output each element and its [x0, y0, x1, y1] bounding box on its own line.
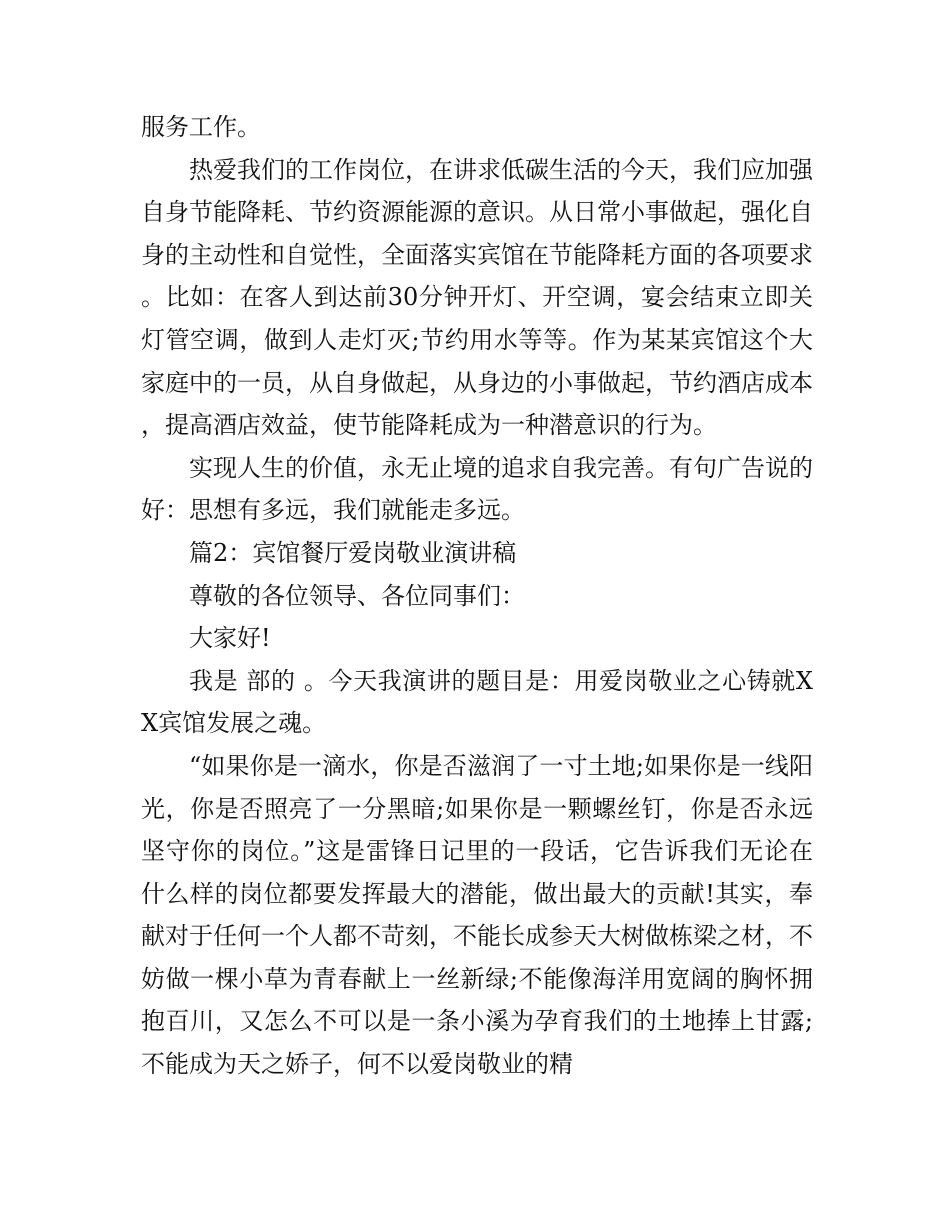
paragraph-life-value: 实现人生的价值，永无止境的追求自我完善。有句广告说的好：思想有多远，我们就能走多远。	[141, 453, 813, 525]
paragraph-introduction: 我是 部的 。今天我演讲的题目是：用爱岗敬业之心铸就XX宾馆发展之魂。	[141, 666, 813, 738]
paragraph-continuation: 服务工作。	[141, 113, 261, 141]
greeting: 大家好!	[189, 624, 271, 653]
paragraph-quote: “如果你是一滴水，你是否滋润了一寸土地;如果你是一线阳光，你是否照亮了一分黑暗;如果你是一颗螺丝钉，你是否永远坚守你的岗位。”这是雷锋日记里的一段话，它告诉我们无论在什么样的岗位都要发挥最大的潜能，做出最大的贡献!其实，奉献对于任何一个人都不苛刻，不能长成参天大树做栋梁之材，不妨做一棵小草为青春献上一丝新绿;不能像海洋用宽阔的胸怀拥抱百川，又怎么不可以是一条小溪为孕育我们的土地捧上甘露;不能成为天之娇子，何不以爱岗敬业的精	[141, 751, 813, 1079]
salutation: 尊敬的各位领导、各位同事们：	[189, 581, 525, 610]
document-body	[141, 106, 813, 1086]
section-heading: 篇2：宾馆餐厅爱岗敬业演讲稿	[189, 538, 517, 567]
paragraph-energy-saving: 热爱我们的工作岗位，在讲求低碳生活的今天，我们应加强自身节能降耗、节约资源能源的意识。从日常小事做起，强化自身的主动性和自觉性，全面落实宾馆在节能降耗方面的各项要求。比如：在客人到达前30分钟开灯、开空调，宴会结束立即关灯管空调，做到人走灯灭;节约用水等等。作为某某宾馆这个大家庭中的一员，从自身做起，从身边的小事做起，节约酒店成本，提高酒店效益，使节能降耗成为一种潜意识的行为。	[141, 155, 813, 440]
